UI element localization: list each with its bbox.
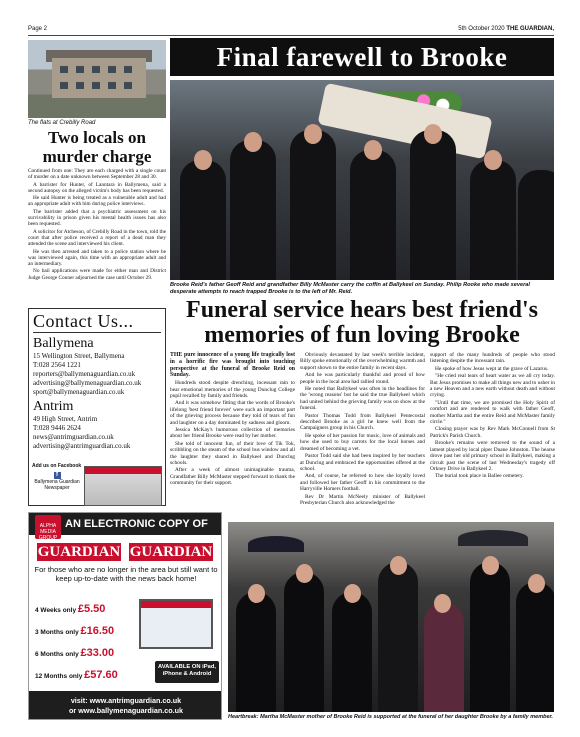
available-on-badge: AVAILABLE ON iPad, iPhone & Android [155,661,219,683]
laptop-icon [139,599,213,649]
main-headline: Funeral service hears best friend's memories of fun loving Brooke [186,297,538,348]
email-link[interactable]: advertising@antrimguardian.co.uk [33,442,131,450]
contact-box: Contact Us... Ballymena 15 Wellington Street, Ballymena T:028 2564 1221 reporters@ballymenaguardian.co.uk advertising@ballymenaguardian.co.uk sport@ballymenaguardian.co.uk Antrim 49 High Street, Antrim T:028 9446 2624 news@antrimguardian.co.uk advertising@antrimguardian.co.uk [28,308,166,506]
email-link[interactable]: news@antrimguardian.co.uk [33,433,114,441]
story-column-3: support of the many hundreds of people who stood listening despite the incessant rain. He spoke of how Jesus wept at the grave of Lazarus. "He cried real tears of heart water as we all cry today. But Jesus promises to make all things new and to usher in a new Heaven and a new earth without death and without crying. "Until that time, we are promised the Holy Spirit of comfort and are rendered to walk with father Geoff, mother Martha and the entire Reid and McMaster family circle." Closing prayer was by Rev Mark McConnell from St Patrick's Parish Church. Brooke's remains were removed to the sound of a lament played by local piper Duane Johnston. The hearse drove past her old primary school in Ballykeel, making a circuit past the scene of last Wednesday's tragedy off Orkney Drive in Ballykeel 2. The burial took place in Ballee cemetery. [430,352,555,480]
mourners-photo [228,522,554,712]
contact-title: Contact Us... [33,311,161,333]
flats-photo [28,40,166,118]
price-4-weeks: 4 Weeks only £5.50 [35,603,106,615]
email-link[interactable]: advertising@ballymenaguardian.co.uk [33,379,142,387]
antrim-website-link: visit: www.antrimguardian.co.uk [70,696,182,705]
mourners-photo-caption: Heartbreak: Martha McMaster mother of Brooke Reid is supported at the funeral of her daughter Brooke by a family member. [228,714,553,720]
office-antrim: Antrim [33,399,74,414]
left-headline: Two locals on murder charge [42,128,152,166]
alpha-media-logo: ALPHA MEDIA GROUP [35,515,61,539]
masthead-antrim: GUARDIAN [37,544,121,560]
masthead-ballymena: GUARDIAN [129,544,213,560]
office-ballymena: Ballymena [33,336,94,351]
subscription-advert[interactable] [28,512,222,720]
email-link[interactable]: reporters@ballymenaguardian.co.uk [33,370,136,378]
advert-description: For those who are no longer in the area but still want to keep up-to-date with the news back home! [34,565,218,583]
banner-headline: Final farewell to Brooke [170,38,554,76]
facebook-promo[interactable]: Add us on Facebook f Ballymena Guardian Newspaper [32,463,82,491]
flats-caption: The flats at Crebilly Road [28,120,96,126]
price-6-months: 6 Months only £33.00 [35,647,115,659]
price-12-months: 12 Months only £57.60 [35,669,118,681]
advert-websites[interactable] [29,691,222,720]
page-header [28,24,554,36]
story-column-1: THE pure innocence of a young life tragically lost in a horrific fire was brought into touching perspective at the funeral of Brooke Reid on Sunday. Hundreds stood despite drenching, incessant rain to hear emotional memories of the young Dunclug College pupil recalled by family and friends. And it was somehow fitting that the words of Brooke's lifelong 'best friend forever' were such an important part of the grieving process because they told of tears of fun and laughter on a day dominated by sadness and gloom. Jessica McKay's humorous collection of memories about her friend Brooke were read by her mother. She told of innocent fun, of their love of Tik Tok, scribbling on the steam of the school bus window and all the laughter they shared in Ballykeel and Dunclug schools. After a week of almost unimaginable trauma, Grandfather Billy McMaster stepped forward to thank the community for their support. [170,352,295,487]
funeral-photo-caption: Brooke Reid's father Geoff Reid and grandfather Billy McMaster carry the coffin at Ballykeel on Sunday. Philip Rooke who made several desperate attempts to reach trapped Brooke is to the left of Mr. Reid. [170,282,530,295]
page-number: Page 2 [28,26,48,32]
price-3-months: 3 Months only £16.50 [35,625,115,637]
facebook-page-thumbnail [84,466,162,506]
email-link[interactable]: sport@ballymenaguardian.co.uk [33,388,125,396]
funeral-photo [170,80,554,280]
ballymena-website-link: or www.ballymenaguardian.co.uk [69,706,183,715]
issue-date: 5th October 2020 THE GUARDIAN, [458,26,554,32]
story-column-2: Obviously devastated by last week's terrible incident, Billy spoke emotionally of the overwhelming warmth and support shown to the entire family in recent days. And he was particularly thankful and proud of how people in the local area had rallied round. He noted that Ballykeel was often in the headlines for the 'wrong reasons' but he said the true Ballykeel which had united behind the grieving family was on show at the funeral. Pastor Thomas Todd from Ballykeel Pentecostal described Brooke as a girl he knew well from the Campaigners group in his Church. He spoke of her passion for music, love of animals and how she used to buy carrots for the local horses and dreamed of becoming a vet. Pastor Todd said she had been inspired by her teachers at Dunclug and embraced the opportunities offered at the school. And, of course, he referred to how she loyally loved and followed her father Geoff in his commitment to the Harryville Homers football. Rev Dr Martin McNeely minister of Ballykeel Presbyterian Church also acknowledged the [300,352,426,506]
left-story-body: Continued from one: They are each charged with a single count of murder on a date unknown between September 28 and 30. A barrister for Hunter, of Lanntara in Ballymena, said a second autopsy on the alleged victim's body has been requested. He said Hunter is being treated as a vulnerable adult and had an appropriate adult with him during police interviews. The barrister added that a psychiatric assessment on his survivability in prison given his mental health issues has also been requested. A solicitor for Atcheson, of Crebilly Road in the town, told the court that after police received a report of a dead man they attended the scene and interviewed his client. He was then arrested and taken to a police station where he was interviewed again, this time with an appropriate adult and an intermediary. No bail applications were made for either man and District Judge George Conner adjourned the case until October 29. [28,168,166,281]
advert-title: AN ELECTRONIC COPY OF [29,513,222,535]
facebook-icon: f [54,472,61,479]
